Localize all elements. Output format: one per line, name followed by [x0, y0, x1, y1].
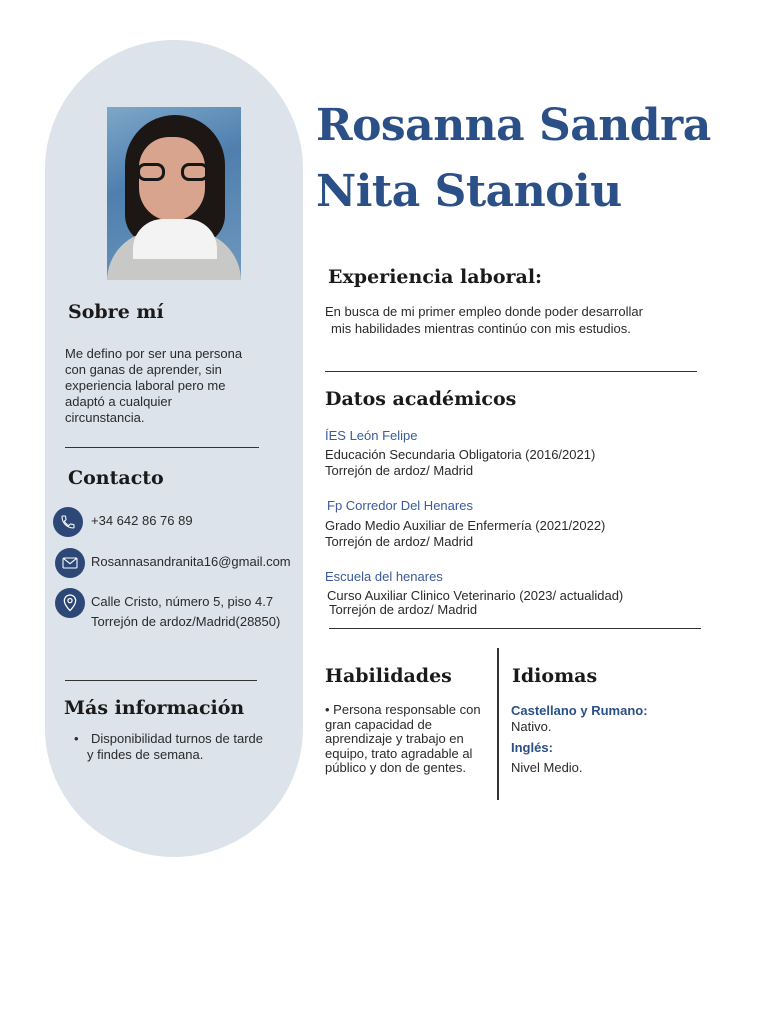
course-place: Torrejón de ardoz/ Madrid [329, 602, 478, 617]
address-line-1: Calle Cristo, número 5, piso 4.7 [91, 594, 274, 609]
experience-line-1: En busca de mi primer empleo donde poder desarrollar [325, 304, 643, 319]
language-name: Inglés: [511, 740, 553, 755]
course-name: Curso Auxiliar Clinico Veterinario (2023/ actualidad) [327, 588, 624, 603]
more-info-bullet: • [74, 731, 79, 746]
language-level: Nativo. [511, 719, 552, 734]
phone-icon [53, 507, 83, 537]
contact-title: Contacto [68, 467, 164, 489]
experience-title: Experiencia laboral: [328, 266, 543, 288]
about-title: Sobre mí [68, 301, 164, 323]
course-name: Grado Medio Auxiliar de Enfermería (2021/2022) [325, 518, 606, 533]
about-text: Me defino por ser una persona con ganas de aprender, sin experiencia laboral pero me adaptó a cualquier circunstancia. [65, 346, 243, 425]
divider [329, 628, 701, 629]
experience-line-2: mis habilidades mientras continúo con mis estudios. [331, 321, 631, 336]
more-info-item-line-1: Disponibilidad turnos de tarde [91, 731, 263, 746]
divider [65, 447, 259, 448]
location-pin-icon [55, 588, 85, 618]
languages-title: Idiomas [512, 665, 598, 687]
school-name: ÍES León Felipe [325, 428, 418, 443]
course-place: Torrejón de ardoz/ Madrid [325, 534, 474, 549]
profile-photo [107, 107, 241, 280]
course-place: Torrejón de ardoz/ Madrid [325, 463, 474, 478]
language-name: Castellano y Rumano: [511, 703, 648, 718]
school-name: Escuela del henares [325, 569, 443, 584]
email-link[interactable]: Rosannasandranita16@gmail.com [91, 554, 291, 569]
mail-icon [55, 548, 85, 578]
skills-title: Habilidades [325, 665, 452, 687]
name-line-2: Nita Stanoiu [316, 166, 622, 217]
language-level: Nivel Medio. [511, 760, 583, 775]
more-info-title: Más información [64, 697, 245, 719]
divider [325, 371, 697, 372]
course-name: Educación Secundaria Obligatoria (2016/2021) [325, 447, 596, 462]
more-info-item-line-2: y findes de semana. [87, 747, 204, 762]
school-name: Fp Corredor Del Henares [327, 498, 473, 513]
vertical-divider [497, 648, 499, 800]
phone-text[interactable]: +34 642 86 76 89 [91, 513, 193, 528]
address-line-2: Torrejón de ardoz/Madrid(28850) [91, 614, 281, 629]
academics-title: Datos académicos [325, 388, 517, 410]
divider [65, 680, 257, 681]
skills-text: • Persona responsable con gran capacidad de aprendizaje y trabajo en equipo, trato agradable al público y don de gentes. [325, 702, 481, 775]
name-line-1: Rosanna Sandra [316, 100, 711, 151]
